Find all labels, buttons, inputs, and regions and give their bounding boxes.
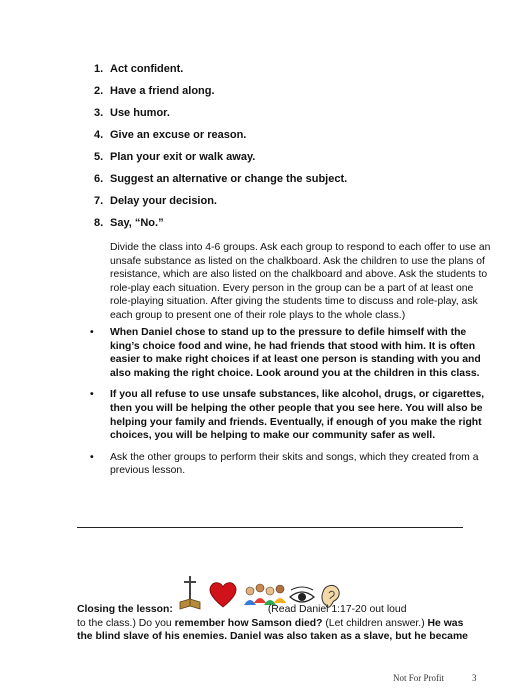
closing-heading: Closing the lesson: (77, 604, 173, 615)
closing-paragraph (77, 603, 497, 644)
children-group-icon (244, 584, 286, 605)
bullet-marker: • (90, 327, 94, 338)
closing-line-1: Closing the lesson: (Read Daniel 1:17-20 out loud (77, 604, 407, 615)
list-item: 8. Say, “No.” (94, 217, 164, 229)
resistance-steps-list (94, 62, 494, 238)
list-item: 5. Plan your exit or walk away. (94, 151, 256, 163)
discussion-bullets (90, 326, 496, 486)
group-instructions-paragraph: Divide the class into 4-6 groups. Ask each group to respond to each offer to use an unsafe substance as listed on the chalkboard. Ask the children to use the plans of resistance, which are also listed on the chalkboard and above. Ask the students to role-play each situation. Every person in the group can be a part of at least one role-playing situation. After giving the students time to discuss and role-play, ask each group to present one of their role plays to the whole class.) (110, 242, 491, 321)
section-divider (77, 527, 463, 528)
page-number: 3 (472, 673, 477, 683)
list-item: 1. Act confident. (94, 63, 184, 75)
list-item: 2. Have a friend along. (94, 85, 215, 97)
bullet-item: • If you all refuse to use unsafe substances, like alcohol, drugs, or cigarettes, then you will be helping the other people that you see here. You will also be helping your family and friends. Eventually, if enough of you make the right choices, you will be helping to make our community safer as well. (90, 389, 485, 442)
list-item: 4. Give an excuse or reason. (94, 129, 247, 141)
bullet-marker: • (90, 451, 94, 463)
bullet-item: • When Daniel chose to stand up to the pressure to defile himself with the king’s choice food and wine, he had friends that stood with him. It is often easier to make right choices if at least one person is standing with you and also making the right choice. Look around you at the children in this class. (90, 327, 481, 379)
closing-line-3: the blind slave of his enemies. Daniel was also taken as a slave, but he became (77, 631, 468, 643)
closing-line-2: to the class.) Do you remember how Samson died? (Let children answer.) He was (77, 617, 464, 629)
list-item: 7. Delay your decision. (94, 195, 217, 207)
footer-text: Not For Profit (393, 673, 445, 683)
bullet-item: • Ask the other groups to perform their skits and songs, which they created from a previous lesson. (90, 451, 479, 477)
bullet-marker: • (90, 389, 94, 401)
list-item: 3. Use humor. (94, 107, 170, 119)
page-footer (393, 673, 477, 683)
list-item: 6. Suggest an alternative or change the subject. (94, 173, 348, 185)
eye-icon (290, 587, 314, 602)
